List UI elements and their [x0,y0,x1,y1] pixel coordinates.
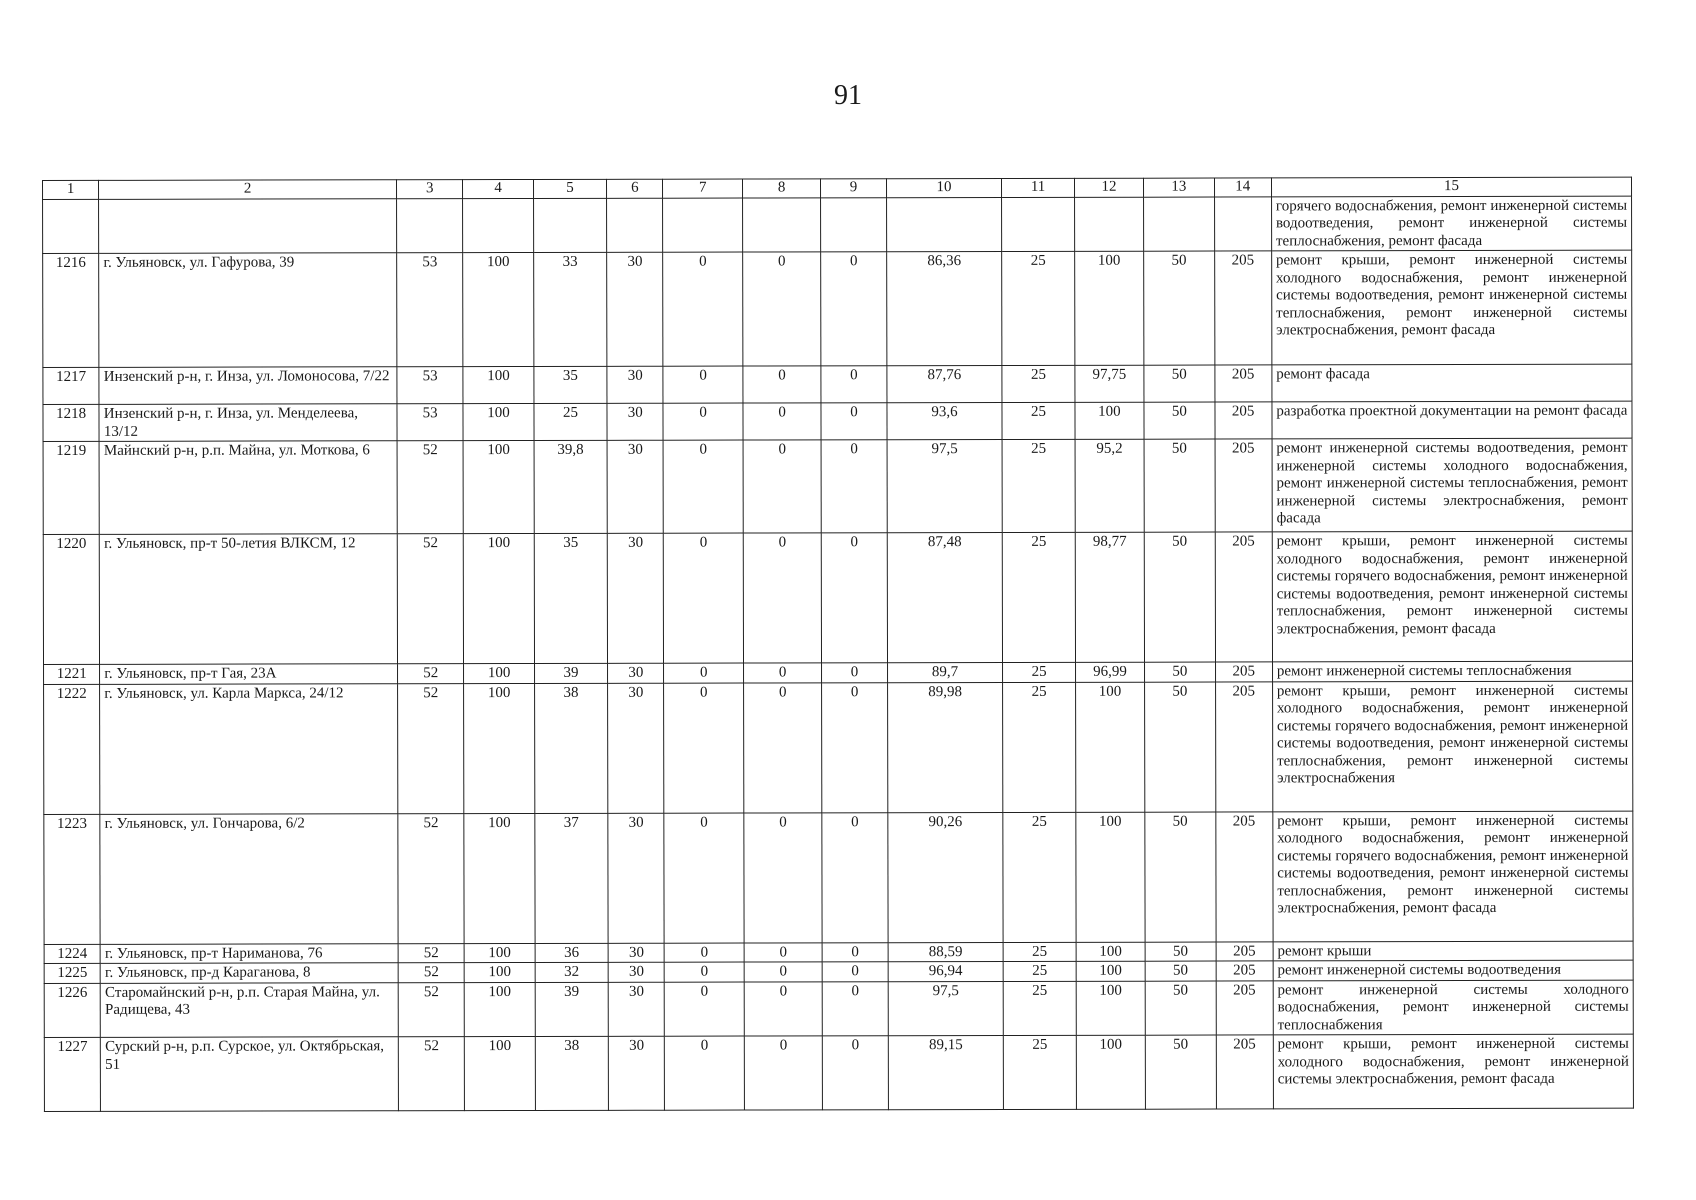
value-cell: 88,59 [888,942,1004,962]
column-header: 5 [533,179,606,198]
value-cell: 39,8 [534,440,608,533]
value-cell: 53 [397,253,464,367]
work-description: ремонт инженерной системы водоотведения, ремонт инженерной системы холодного водоснабжения, ремонт инженерной системы теплоснабжения, ремонт инженерной системы электроснабжения, ремонт фасада [1272,438,1632,532]
value-cell: 35 [534,533,608,663]
value-cell: 205 [1216,980,1273,1035]
value-cell: 100 [1075,682,1145,812]
value-cell: 52 [398,982,464,1037]
value-cell: 205 [1214,402,1271,439]
work-description: ремонт крыши [1273,941,1633,961]
value-cell: 205 [1215,811,1273,941]
value-cell: 100 [1076,981,1146,1036]
row-number: 1217 [43,367,99,404]
value-cell: 38 [535,1036,609,1110]
value-cell: 205 [1216,941,1273,961]
row-number: 1216 [43,253,100,367]
value-cell: 39 [535,982,609,1037]
table-row [44,960,1633,983]
value-cell: 0 [822,682,888,812]
value-cell: 0 [744,981,823,1036]
value-cell: 30 [608,663,664,683]
value-cell: 0 [743,533,822,663]
value-cell: 52 [398,963,464,983]
value-cell: 25 [1003,812,1076,942]
value-cell: 96,99 [1075,662,1144,682]
value-cell: 50 [1144,439,1215,532]
row-number: 1222 [44,684,101,814]
value-cell: 52 [398,1037,465,1111]
value-cell: 205 [1215,681,1273,811]
value-cell: 50 [1145,942,1215,962]
column-header: 14 [1214,178,1271,197]
value-cell: 0 [743,663,821,683]
value-cell: 25 [1003,942,1075,962]
value-cell: 25 [1004,1035,1077,1109]
address-cell: г. Ульяновск, пр-т 50-летия ВЛКСМ, 12 [100,534,398,665]
table-row [44,811,1633,944]
value-cell: 100 [464,962,534,982]
value-cell: 30 [608,982,664,1037]
column-header: 8 [742,179,820,198]
work-description: ремонт инженерной системы холодного водоснабжения, ремонт инженерной системы теплоснабжения [1273,980,1633,1035]
value-cell: 0 [743,403,822,440]
value-cell: 0 [744,812,823,942]
value-cell: 30 [608,1036,664,1110]
column-header: 6 [607,179,663,198]
value-cell: 25 [1003,532,1076,662]
value-cell: 25 [1004,981,1077,1036]
value-cell: 100 [465,1036,536,1110]
value-cell: 35 [534,366,607,403]
work-description: ремонт крыши, ремонт инженерной системы холодного водоснабжения, ремонт инженерной системы электроснабжения, ремонт фасада [1273,1034,1633,1109]
value-cell: 98,77 [1075,532,1145,662]
value-cell: 100 [1076,961,1145,981]
column-header: 9 [821,179,886,198]
value-cell: 30 [608,943,664,963]
value-cell: 30 [607,403,663,440]
value-cell: 0 [663,403,743,440]
value-cell: 205 [1215,532,1273,662]
value-cell: 30 [607,533,664,663]
value-cell: 87,76 [887,365,1003,402]
column-header: 7 [663,179,742,198]
value-cell: 0 [743,366,822,403]
value-cell: 50 [1144,402,1214,439]
value-cell: 100 [464,943,534,963]
column-header: 11 [1002,178,1074,197]
address-cell: Инзенский р-н, г. Инза, ул. Ломоносова, 7/22 [99,367,397,405]
value-cell: 100 [1076,812,1146,942]
address-cell: г. Ульяновск, пр-т Нариманова, 76 [100,943,398,963]
value-cell: 0 [821,403,886,440]
table-row [43,401,1632,441]
value-cell: 0 [663,366,743,403]
value-cell: 205 [1216,961,1273,981]
value-cell: 0 [822,812,888,942]
table-row [43,364,1632,404]
address-cell: Инзенский р-н, г. Инза, ул. Менделеева, 13/12 [99,404,397,442]
table-row [43,438,1632,534]
value-cell: 0 [822,533,888,663]
value-cell: 0 [744,942,822,962]
value-cell: 0 [664,533,744,663]
value-cell: 50 [1145,1035,1216,1109]
value-cell: 52 [398,813,465,943]
table-row [43,250,1632,367]
value-cell: 89,7 [887,662,1003,682]
value-cell: 100 [464,813,535,943]
row-number: 1224 [44,944,100,964]
value-cell: 100 [1075,402,1144,439]
value-cell: 100 [463,366,533,403]
value-cell: 100 [463,440,534,533]
row-number: 1220 [43,534,100,664]
value-cell: 205 [1214,251,1272,365]
address-cell: г. Ульяновск, ул. Гончарова, 6/2 [100,813,398,944]
column-header: 13 [1144,178,1214,197]
value-cell: 25 [534,403,607,440]
value-cell: 30 [607,440,664,533]
value-cell: 205 [1215,662,1272,682]
value-cell: 0 [822,962,887,982]
value-cell: 50 [1145,662,1215,682]
work-description: ремонт фасада [1272,364,1632,402]
column-header: 3 [396,180,462,199]
table-row [44,980,1633,1038]
value-cell: 50 [1144,532,1215,662]
value-cell: 0 [743,440,822,533]
table-row [44,681,1633,814]
row-number: 1227 [44,1037,100,1111]
column-header: 12 [1074,178,1143,197]
work-description: ремонт крыши, ремонт инженерной системы холодного водоснабжения, ремонт инженерной системы горячего водоснабжения, ремонт инженерной системы водоотведения, ремонт инженерной системы теплоснабжения, ремонт инженерной системы электроснабжения, ремонт фасада [1272,531,1632,662]
table-row [44,1034,1633,1111]
value-cell: 50 [1144,251,1215,365]
row-number: 1218 [43,404,99,441]
value-cell: 0 [822,663,887,683]
value-cell: 0 [665,943,744,963]
value-cell: 25 [1003,662,1075,682]
work-description: ремонт крыши, ремонт инженерной системы холодного водоснабжения, ремонт инженерной системы горячего водоснабжения, ремонт инженерной системы водоотведения, ремонт инженерной системы теплоснабжения, ремонт инженерной системы электроснабжения, ремонт фасада [1273,811,1633,942]
value-cell: 50 [1145,812,1216,942]
address-cell: Сурский р-н, р.п. Сурское, ул. Октябрьская, 51 [101,1037,399,1112]
value-cell: 0 [664,663,743,683]
row-number: 1225 [44,963,100,983]
row-number: 1226 [44,983,100,1038]
value-cell: 0 [665,962,744,982]
value-cell: 96,94 [888,961,1004,981]
value-cell: 100 [464,663,534,683]
value-cell: 53 [397,367,463,404]
row-number: 1223 [44,814,101,944]
value-cell: 0 [664,813,744,943]
value-cell: 30 [608,683,665,813]
value-cell: 52 [398,943,464,963]
column-header: 10 [886,178,1002,197]
address-cell: Старомайнский р-н, р.п. Старая Майна, ул. Радищева, 43 [100,982,398,1037]
value-cell: 25 [1002,365,1074,402]
register-table [42,177,1634,1112]
value-cell: 100 [1076,1035,1146,1109]
value-cell: 0 [663,252,743,366]
column-header: 15 [1271,177,1631,196]
value-cell: 30 [607,366,663,403]
continuation-row [43,196,1632,254]
value-cell: 38 [534,683,608,813]
value-cell: 86,36 [886,251,1002,365]
value-cell: 95,2 [1075,439,1145,532]
value-cell: 0 [744,962,822,982]
value-cell: 100 [464,683,535,813]
table-row [44,661,1633,684]
value-cell: 25 [1002,251,1075,365]
value-cell: 205 [1214,365,1271,402]
value-cell: 30 [608,813,665,943]
register-table-wrapper [42,177,1634,1112]
value-cell: 52 [397,441,464,534]
value-cell: 205 [1216,1035,1273,1109]
value-cell: 87,48 [887,532,1003,662]
address-cell: Майнский р-н, р.п. Майна, ул. Моткова, 6 [99,441,397,535]
value-cell: 93,6 [887,402,1003,439]
value-cell: 0 [664,440,744,533]
table-row [43,531,1632,664]
value-cell: 50 [1145,682,1216,812]
value-cell: 205 [1215,439,1273,532]
value-cell: 97,5 [887,439,1003,532]
value-cell: 33 [533,252,607,366]
work-description: разработка проектной документации на ремонт фасада [1272,401,1632,439]
work-description: ремонт инженерной системы водоотведения [1273,960,1633,980]
value-cell: 0 [822,942,887,962]
value-cell: 0 [665,982,745,1037]
work-description: ремонт крыши, ремонт инженерной системы холодного водоснабжения, ремонт инженерной системы водоотведения, ремонт инженерной системы теплоснабжения, ремонт инженерной системы электроснабжения, ремонт фасада [1271,250,1631,365]
value-cell: 0 [821,366,886,403]
value-cell: 89,15 [888,1035,1004,1109]
page-number: 91 [834,80,862,111]
address-cell: г. Ульяновск, пр-д Караганова, 8 [100,963,398,983]
value-cell: 100 [1076,942,1145,962]
value-cell: 50 [1144,365,1214,402]
value-cell: 0 [744,1036,823,1110]
value-cell: 32 [535,962,608,982]
column-header: 2 [99,180,397,199]
value-cell: 89,98 [887,682,1003,812]
value-cell: 100 [463,403,533,440]
value-cell: 37 [535,813,609,943]
value-cell: 100 [465,982,536,1037]
address-cell: г. Ульяновск, ул. Гафурова, 39 [99,253,397,368]
column-header: 1 [43,180,99,199]
value-cell: 97,75 [1075,365,1144,402]
value-cell: 0 [665,1036,745,1110]
value-cell: 53 [397,404,463,441]
value-cell: 30 [607,252,664,366]
value-cell: 0 [664,683,744,813]
work-description: горячего водоснабжения, ремонт инженерной системы водоотведения, ремонт инженерной системы теплоснабжения, ремонт фасада [1271,196,1631,251]
value-cell: 100 [463,252,534,366]
column-header: 4 [463,179,533,198]
value-cell: 25 [1003,682,1076,812]
value-cell: 0 [821,440,887,533]
work-description: ремонт инженерной системы теплоснабжения [1272,661,1632,681]
value-cell: 25 [1002,402,1074,439]
value-cell: 52 [397,664,463,684]
value-cell: 0 [743,682,822,812]
value-cell: 50 [1145,961,1215,981]
value-cell: 0 [821,252,887,366]
value-cell: 0 [823,981,888,1036]
value-cell: 100 [1074,251,1144,365]
value-cell: 36 [535,943,608,963]
work-description: ремонт крыши, ремонт инженерной системы холодного водоснабжения, ремонт инженерной системы горячего водоснабжения, ремонт инженерной системы водоотведения, ремонт инженерной системы теплоснабжения, ремонт инженерной системы электроснабжения [1272,681,1632,812]
value-cell: 30 [608,962,664,982]
row-number: 1219 [43,441,100,534]
value-cell: 39 [534,663,607,683]
address-cell: г. Ульяновск, ул. Карла Маркса, 24/12 [100,683,398,814]
value-cell: 25 [1002,439,1075,532]
value-cell: 52 [398,683,465,813]
value-cell: 97,5 [888,981,1004,1036]
value-cell: 52 [397,534,464,664]
value-cell: 50 [1145,981,1216,1036]
value-cell: 100 [464,533,535,663]
row-number: 1221 [44,664,100,684]
value-cell: 90,26 [888,812,1004,942]
value-cell: 0 [823,1036,889,1110]
value-cell: 0 [743,252,822,366]
address-cell: г. Ульяновск, пр-т Гая, 23А [100,664,398,684]
value-cell: 25 [1003,961,1075,981]
